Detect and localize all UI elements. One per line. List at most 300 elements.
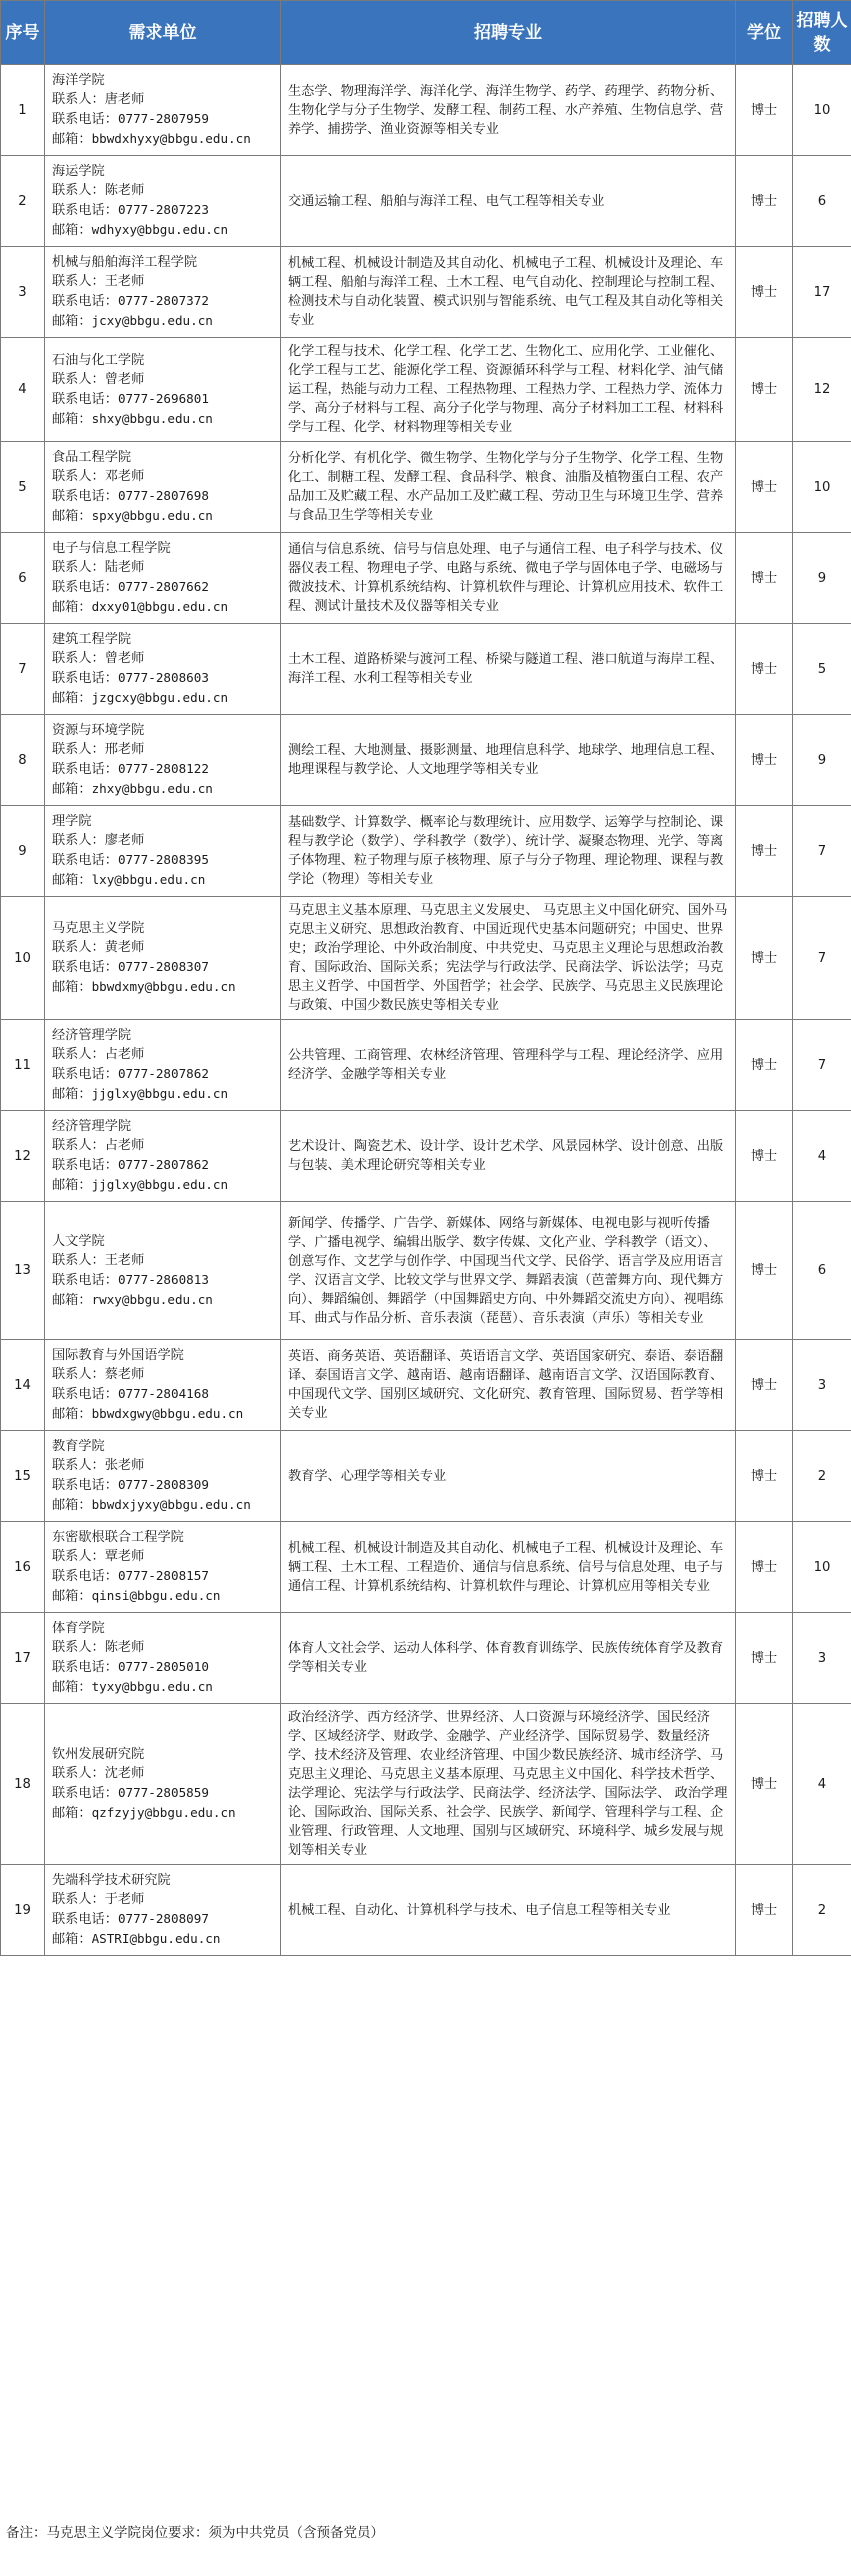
- dept-cell: [45, 1202, 281, 1340]
- major-cell: 交通运输工程、船舶与海洋工程、电气工程等相关专业: [281, 156, 736, 247]
- phone-label: 联系电话：: [52, 580, 118, 595]
- phone-line: [52, 1566, 276, 1586]
- contact-name: 蔡老师: [104, 1367, 145, 1382]
- phone-line: [52, 200, 276, 220]
- degree-cell: 博士: [736, 1704, 793, 1865]
- major-cell: 英语、商务英语、英语翻译、英语语言文学、英语国家研究、泰语、泰语翻译、泰国语言文学、越南语、越南语翻译、越南语言文学、汉语国际教育、中国现代文学、国别区域研究、文化研究、教育管理、国际贸易、哲学等相关专业: [281, 1340, 736, 1431]
- contact-name: 廖老师: [104, 833, 145, 848]
- contact-name: 占老师: [104, 1138, 145, 1153]
- dept-name: 钦州发展研究院: [52, 1747, 145, 1762]
- table-row: [1, 1202, 851, 1340]
- degree-cell: 博士: [736, 338, 793, 442]
- dept-name: 人文学院: [52, 1233, 105, 1249]
- email-label: 邮箱：: [52, 1178, 92, 1193]
- email-line: [52, 1495, 276, 1515]
- count-cell: 4: [793, 1704, 851, 1865]
- phone-number: 0777-2808157: [117, 1568, 209, 1583]
- dept-cell: [45, 442, 281, 533]
- contact-name: 陈老师: [104, 183, 145, 198]
- email-label: 邮箱：: [52, 1498, 92, 1513]
- row-index: 14: [1, 1340, 45, 1431]
- contact-name: 邢老师: [104, 742, 145, 757]
- row-index: 3: [1, 247, 45, 338]
- major-cell: 基础数学、计算数学、概率论与数理统计、应用数学、运筹学与控制论、课程与教学论（数学）、学科教学（数学）、统计学、凝聚态物理、光学、等离子体物理、粒子物理与原子核物理、原子与分子物理、理论物理、课程与教学论（物理）等相关专业: [281, 806, 736, 897]
- contact-label: 联系人：: [52, 1892, 105, 1907]
- contact-label: 联系人：: [52, 651, 105, 666]
- email-address: wdhyxy@bbgu.edu.cn: [91, 222, 229, 237]
- phone-line: [52, 1657, 276, 1677]
- email-address: tyxy@bbgu.edu.cn: [91, 1679, 213, 1694]
- row-index: 15: [1, 1431, 45, 1522]
- contact-label: 联系人：: [52, 1549, 105, 1564]
- contact-name: 占老师: [104, 1047, 145, 1062]
- contact-label: 联系人：: [52, 1252, 105, 1268]
- degree-cell: 博士: [736, 442, 793, 533]
- contact-line: [52, 467, 276, 486]
- dept-cell: [45, 1431, 281, 1522]
- dept-name: 先端科学技术研究院: [52, 1873, 171, 1888]
- phone-label: 联系电话：: [52, 294, 118, 309]
- row-index: 10: [1, 897, 45, 1020]
- phone-line: [52, 957, 276, 977]
- phone-number: 0777-2807662: [117, 579, 209, 594]
- row-index: 17: [1, 1613, 45, 1704]
- contact-label: 联系人：: [52, 1640, 105, 1655]
- count-cell: 7: [793, 897, 851, 1020]
- degree-cell: 博士: [736, 533, 793, 624]
- email-label: 邮箱：: [52, 1292, 92, 1308]
- table-row: [1, 1522, 851, 1613]
- email-line: [52, 1290, 276, 1310]
- dept-cell: [45, 897, 281, 1020]
- contact-label: 联系人：: [52, 371, 105, 387]
- degree-cell: 博士: [736, 1613, 793, 1704]
- phone-number: 0777-2808097: [117, 1911, 209, 1926]
- header-degree: 学位: [736, 1, 793, 65]
- phone-label: 联系电话：: [52, 671, 118, 686]
- contact-line: [52, 740, 276, 759]
- table-row: [1, 65, 851, 156]
- dept-cell: [45, 247, 281, 338]
- phone-line: [52, 389, 276, 409]
- degree-cell: 博士: [736, 247, 793, 338]
- contact-name: 于老师: [104, 1892, 145, 1907]
- phone-label: 联系电话：: [52, 1786, 118, 1801]
- email-line: [52, 1929, 276, 1949]
- phone-label: 联系电话：: [52, 1478, 118, 1493]
- contact-label: 联系人：: [52, 1458, 105, 1473]
- table-row: [1, 897, 851, 1020]
- count-cell: 3: [793, 1340, 851, 1431]
- table-row: [1, 1865, 851, 1956]
- email-label: 邮箱：: [52, 509, 92, 524]
- phone-label: 联系电话：: [52, 391, 118, 407]
- degree-cell: 博士: [736, 1202, 793, 1340]
- email-label: 邮箱：: [52, 1407, 92, 1422]
- major-cell: 艺术设计、陶瓷艺术、设计学、设计艺术学、风景园林学、设计创意、出版与包装、美术理论研究等相关专业: [281, 1111, 736, 1202]
- count-cell: 12: [793, 338, 851, 442]
- phone-number: 0777-2807862: [117, 1157, 209, 1172]
- contact-line: [52, 272, 276, 291]
- dept-cell: [45, 715, 281, 806]
- phone-number: 0777-2696801: [117, 390, 209, 406]
- dept-name: 电子与信息工程学院: [52, 541, 171, 556]
- count-cell: 10: [793, 442, 851, 533]
- contact-line: [52, 649, 276, 668]
- contact-label: 联系人：: [52, 469, 105, 484]
- email-label: 邮箱：: [52, 600, 92, 615]
- phone-number: 0777-2808603: [117, 670, 209, 685]
- phone-line: [52, 1909, 276, 1929]
- email-label: 邮箱：: [52, 1087, 92, 1102]
- email-address: bbwdxmy@bbgu.edu.cn: [91, 979, 236, 994]
- dept-cell: [45, 624, 281, 715]
- dept-name: 经济管理学院: [52, 1119, 132, 1134]
- contact-label: 联系人：: [52, 92, 105, 107]
- contact-label: 联系人：: [52, 940, 105, 955]
- contact-name: 陈老师: [104, 1640, 145, 1655]
- phone-line: [52, 291, 276, 311]
- email-label: 邮箱：: [52, 223, 92, 238]
- email-address: qinsi@bbgu.edu.cn: [91, 1588, 221, 1603]
- email-line: [52, 1175, 276, 1195]
- email-line: [52, 779, 276, 799]
- degree-cell: 博士: [736, 715, 793, 806]
- contact-name: 唐老师: [104, 92, 145, 107]
- email-label: 邮箱：: [52, 691, 92, 706]
- table-row: [1, 442, 851, 533]
- phone-number: 0777-2805010: [117, 1659, 209, 1674]
- email-line: [52, 220, 276, 240]
- email-address: bbwdxhyxy@bbgu.edu.cn: [91, 131, 251, 146]
- table-row: [1, 1704, 851, 1865]
- contact-label: 联系人：: [52, 742, 105, 757]
- dept-cell: [45, 1020, 281, 1111]
- degree-cell: 博士: [736, 1020, 793, 1111]
- email-line: [52, 1586, 276, 1606]
- phone-number: 0777-2805859: [117, 1785, 209, 1800]
- email-label: 邮箱：: [52, 1589, 92, 1604]
- email-address: lxy@bbgu.edu.cn: [91, 872, 206, 887]
- phone-label: 联系电话：: [52, 203, 118, 218]
- major-cell: 分析化学、有机化学、微生物学、生物化学与分子生物学、化学工程、生物化工、制糖工程、发酵工程、食品科学、粮食、油脂及植物蛋白工程、农产品加工及贮藏工程、水产品加工及贮藏工程、劳动卫生与环境卫生学、营养与食品卫生学等相关专业: [281, 442, 736, 533]
- email-label: 邮箱：: [52, 980, 92, 995]
- phone-line: [52, 577, 276, 597]
- email-line: [52, 688, 276, 708]
- dept-name: 体育学院: [52, 1621, 105, 1636]
- email-address: zhxy@bbgu.edu.cn: [91, 781, 213, 796]
- email-line: [52, 409, 276, 429]
- major-cell: 体育人文社会学、运动人体科学、体育教育训练学、民族传统体育学及教育学等相关专业: [281, 1613, 736, 1704]
- phone-number: 0777-2807372: [117, 293, 209, 308]
- dept-cell: [45, 533, 281, 624]
- email-address: jjglxy@bbgu.edu.cn: [91, 1177, 229, 1192]
- table-row: [1, 156, 851, 247]
- contact-line: [52, 1547, 276, 1566]
- table-row: [1, 338, 851, 442]
- phone-number: 0777-2808122: [117, 761, 209, 776]
- email-line: [52, 870, 276, 890]
- dept-cell: [45, 338, 281, 442]
- row-index: 11: [1, 1020, 45, 1111]
- email-address: dxxy01@bbgu.edu.cn: [91, 599, 229, 614]
- contact-label: 联系人：: [52, 560, 105, 575]
- contact-label: 联系人：: [52, 1766, 105, 1781]
- dept-name: 机械与船舶海洋工程学院: [52, 255, 198, 270]
- dept-name: 理学院: [52, 814, 92, 829]
- row-index: 1: [1, 65, 45, 156]
- contact-label: 联系人：: [52, 833, 105, 848]
- major-cell: 生态学、物理海洋学、海洋化学、海洋生物学、药学、药理学、药物分析、生物化学与分子生物学、发酵工程、制药工程、水产养殖、生物信息学、营养学、捕捞学、渔业资源等相关专业: [281, 65, 736, 156]
- count-cell: 9: [793, 533, 851, 624]
- contact-line: [52, 831, 276, 850]
- phone-label: 联系电话：: [52, 1067, 118, 1082]
- dept-cell: [45, 1865, 281, 1956]
- email-label: 邮箱：: [52, 314, 92, 329]
- dept-name: 马克思主义学院: [52, 921, 145, 936]
- phone-number: 0777-2807698: [117, 488, 209, 503]
- email-address: spxy@bbgu.edu.cn: [91, 508, 213, 523]
- major-cell: 通信与信息系统、信号与信息处理、电子与通信工程、电子科学与技术、仪器仪表工程、物理电子学、电路与系统、微电子学与固体电子学、电磁场与微波技术、计算机系统结构、计算机软件与理论、计算机应用技术、软件工程、测试计量技术及仪器等相关专业: [281, 533, 736, 624]
- contact-label: 联系人：: [52, 183, 105, 198]
- phone-line: [52, 759, 276, 779]
- dept-name: 食品工程学院: [52, 450, 132, 465]
- contact-line: [52, 1045, 276, 1064]
- phone-label: 联系电话：: [52, 1272, 118, 1288]
- count-cell: 6: [793, 1202, 851, 1340]
- phone-label: 联系电话：: [52, 1912, 118, 1927]
- email-address: jcxy@bbgu.edu.cn: [91, 313, 213, 328]
- degree-cell: 博士: [736, 897, 793, 1020]
- major-cell: 新闻学、传播学、广告学、新媒体、网络与新媒体、电视电影与视听传播学、广播电视学、编辑出版学、数字传媒、文化产业、学科教学（语文）、创意写作、文艺学与创作学、中国现当代文学、民俗学、语言学及应用语言学、汉语言文学、比较文学与世界文学、舞蹈表演（芭蕾舞方向、现代舞方向）、舞蹈编创、舞蹈学（中国舞蹈史方向、中外舞蹈交流史方向）、视唱练耳、曲式与作品分析、音乐表演（琵琶）、音乐表演（声乐）等相关专业: [281, 1202, 736, 1340]
- contact-line: [52, 1251, 276, 1270]
- contact-name: 邓老师: [104, 469, 145, 484]
- phone-line: [52, 1783, 276, 1803]
- dept-cell: [45, 806, 281, 897]
- email-label: 邮箱：: [52, 132, 92, 147]
- degree-cell: 博士: [736, 65, 793, 156]
- dept-name: 东密歇根联合工程学院: [52, 1530, 184, 1545]
- count-cell: 6: [793, 156, 851, 247]
- dept-name: 石油与化工学院: [52, 352, 145, 368]
- contact-line: [52, 558, 276, 577]
- phone-line: [52, 850, 276, 870]
- major-cell: 机械工程、机械设计制造及其自动化、机械电子工程、机械设计及理论、车辆工程、土木工程、工程造价、通信与信息系统、信号与信息处理、电子与通信工程、计算机系统结构、计算机软件与理论、计算机应用等相关专业: [281, 1522, 736, 1613]
- email-line: [52, 1677, 276, 1697]
- phone-number: 0777-2807223: [117, 202, 209, 217]
- contact-label: 联系人：: [52, 1138, 105, 1153]
- email-line: [52, 1084, 276, 1104]
- degree-cell: 博士: [736, 156, 793, 247]
- degree-cell: 博士: [736, 1340, 793, 1431]
- contact-line: [52, 1764, 276, 1783]
- dept-name: 资源与环境学院: [52, 723, 145, 738]
- contact-name: 覃老师: [104, 1549, 145, 1564]
- dept-name: 国际教育与外国语学院: [52, 1348, 184, 1363]
- count-cell: 9: [793, 715, 851, 806]
- count-cell: 10: [793, 65, 851, 156]
- email-label: 邮箱：: [52, 411, 92, 427]
- degree-cell: 博士: [736, 1431, 793, 1522]
- phone-line: [52, 1384, 276, 1404]
- header-dept: 需求单位: [45, 1, 281, 65]
- table-row: [1, 533, 851, 624]
- phone-number: 0777-2808307: [117, 959, 209, 974]
- major-cell: 马克思主义基本原理、马克思主义发展史、 马克思主义中国化研究、国外马克思主义研究、思想政治教育、中国近现代史基本问题研究；中国史、世界史；政治学理论、中外政治制度、中共党史、马克思主义理论与思想政治教育、国际政治、国际关系；宪法学与行政法学、民商法学、诉讼法学；马克思主义哲学、中国哲学、外国哲学；社会学、民族学、马克思主义民族理论与政策、中国少数民族史等相关专业: [281, 897, 736, 1020]
- degree-cell: 博士: [736, 1111, 793, 1202]
- major-cell: 政治经济学、西方经济学、世界经济、人口资源与环境经济学、国民经济学、区域经济学、财政学、金融学、产业经济学、国际贸易学、数量经济学、技术经济及管理、农业经济管理、中国少数民族经济、城市经济学、马克思主义理论、马克思主义基本原理、马克思主义中国化、科学技术哲学、法学理论、宪法学与行政法学、民商法学、经济法学、国际法学、 政治学理论、国际政治、国际关系、社会学、民族学、新闻学、管理科学与工程、企业管理、行政管理、人文地理、国别与区域研究、环境科学、城乡发展与规划等相关专业: [281, 1704, 736, 1865]
- dept-cell: [45, 1111, 281, 1202]
- email-address: qzfzyjy@bbgu.edu.cn: [91, 1805, 236, 1820]
- major-cell: 化学工程与技术、化学工程、化学工艺、生物化工、应用化学、工业催化、化学工程与工艺、能源化学工程、资源循环科学与工程、材料化学、油气储运工程，热能与动力工程、工程热物理、工程热力学、工程热力学、流体力学、高分子材料与工程、高分子化学与物理、高分子材料加工工程、材料科学与工程、化学、材料物理等相关专业: [281, 338, 736, 442]
- table-header-row: [1, 1, 851, 65]
- table-row: [1, 624, 851, 715]
- dept-cell: [45, 65, 281, 156]
- contact-line: [52, 1365, 276, 1384]
- phone-label: 联系电话：: [52, 1387, 118, 1402]
- major-cell: 教育学、心理学等相关专业: [281, 1431, 736, 1522]
- email-label: 邮箱：: [52, 1680, 92, 1695]
- email-address: shxy@bbgu.edu.cn: [91, 410, 213, 426]
- contact-name: 曾老师: [104, 651, 145, 666]
- email-line: [52, 1404, 276, 1424]
- email-line: [52, 977, 276, 997]
- table-row: [1, 715, 851, 806]
- table-row: [1, 1431, 851, 1522]
- phone-line: [52, 1270, 276, 1290]
- degree-cell: 博士: [736, 624, 793, 715]
- dept-cell: [45, 1340, 281, 1431]
- dept-name: 建筑工程学院: [52, 632, 132, 647]
- dept-name: 海运学院: [52, 164, 105, 179]
- email-line: [52, 597, 276, 617]
- email-line: [52, 506, 276, 526]
- contact-line: [52, 1456, 276, 1475]
- phone-line: [52, 1475, 276, 1495]
- email-address: bbwdxjyxy@bbgu.edu.cn: [91, 1497, 251, 1512]
- row-index: 8: [1, 715, 45, 806]
- table-row: [1, 1111, 851, 1202]
- phone-number: 0777-2804168: [117, 1386, 209, 1401]
- row-index: 2: [1, 156, 45, 247]
- email-label: 邮箱：: [52, 1806, 92, 1821]
- major-cell: 机械工程、自动化、计算机科学与技术、电子信息工程等相关专业: [281, 1865, 736, 1956]
- phone-number: 0777-2808395: [117, 852, 209, 867]
- row-index: 16: [1, 1522, 45, 1613]
- contact-name: 张老师: [104, 1458, 145, 1473]
- contact-line: [52, 370, 276, 389]
- contact-name: 沈老师: [104, 1766, 145, 1781]
- phone-label: 联系电话：: [52, 1660, 118, 1675]
- contact-name: 陆老师: [104, 560, 145, 575]
- contact-line: [52, 1890, 276, 1909]
- row-index: 18: [1, 1704, 45, 1865]
- degree-cell: 博士: [736, 1865, 793, 1956]
- header-index: 序号: [1, 1, 45, 65]
- dept-name: 海洋学院: [52, 73, 105, 88]
- email-line: [52, 129, 276, 149]
- contact-line: [52, 90, 276, 109]
- phone-label: 联系电话：: [52, 112, 118, 127]
- email-label: 邮箱：: [52, 873, 92, 888]
- contact-label: 联系人：: [52, 274, 105, 289]
- dept-cell: [45, 1522, 281, 1613]
- phone-line: [52, 486, 276, 506]
- count-cell: 7: [793, 806, 851, 897]
- header-major: 招聘专业: [281, 1, 736, 65]
- dept-cell: [45, 156, 281, 247]
- phone-line: [52, 109, 276, 129]
- major-cell: 机械工程、机械设计制造及其自动化、机械电子工程、机械设计及理论、车辆工程、船舶与海洋工程、土木工程、电气自动化、控制理论与控制工程、检测技术与自动化装置、模式识别与智能系统、电气工程及其自动化等相关专业: [281, 247, 736, 338]
- count-cell: 5: [793, 624, 851, 715]
- phone-line: [52, 1064, 276, 1084]
- phone-label: 联系电话：: [52, 762, 118, 777]
- row-index: 13: [1, 1202, 45, 1340]
- email-label: 邮箱：: [52, 1932, 92, 1947]
- dept-cell: [45, 1613, 281, 1704]
- contact-line: [52, 1638, 276, 1657]
- email-address: bbwdxgwy@bbgu.edu.cn: [91, 1406, 244, 1421]
- footnote: 备注：马克思主义学院岗位要求：须为中共党员（含预备党员）: [6, 2525, 384, 2541]
- table-row: [1, 247, 851, 338]
- row-index: 4: [1, 338, 45, 442]
- contact-line: [52, 1136, 276, 1155]
- table-row: [1, 1340, 851, 1431]
- phone-number: 0777-2807862: [117, 1066, 209, 1081]
- table-row: [1, 1613, 851, 1704]
- count-cell: 10: [793, 1522, 851, 1613]
- phone-number: 0777-2808309: [117, 1477, 209, 1492]
- contact-line: [52, 181, 276, 200]
- phone-number: 0777-2860813: [117, 1271, 209, 1287]
- contact-line: [52, 938, 276, 957]
- email-label: 邮箱：: [52, 782, 92, 797]
- row-index: 12: [1, 1111, 45, 1202]
- email-line: [52, 1803, 276, 1823]
- count-cell: 2: [793, 1865, 851, 1956]
- phone-line: [52, 1155, 276, 1175]
- table-row: [1, 806, 851, 897]
- dept-cell: [45, 1704, 281, 1865]
- major-cell: 测绘工程、大地测量、摄影测量、地理信息科学、地球学、地理信息工程、地理课程与教学论、人文地理学等相关专业: [281, 715, 736, 806]
- row-index: 6: [1, 533, 45, 624]
- email-address: ASTRI@bbgu.edu.cn: [91, 1931, 221, 1946]
- phone-label: 联系电话：: [52, 1569, 118, 1584]
- phone-label: 联系电话：: [52, 1158, 118, 1173]
- major-cell: 公共管理、工商管理、农林经济管理、管理科学与工程、理论经济学、应用经济学、金融学等相关专业: [281, 1020, 736, 1111]
- count-cell: 7: [793, 1020, 851, 1111]
- email-address: jzgcxy@bbgu.edu.cn: [91, 690, 229, 705]
- dept-name: 教育学院: [52, 1439, 105, 1454]
- row-index: 5: [1, 442, 45, 533]
- phone-number: 0777-2807959: [117, 111, 209, 126]
- contact-label: 联系人：: [52, 1047, 105, 1062]
- degree-cell: 博士: [736, 1522, 793, 1613]
- count-cell: 2: [793, 1431, 851, 1522]
- email-address: jjglxy@bbgu.edu.cn: [91, 1086, 229, 1101]
- contact-name: 曾老师: [104, 371, 145, 387]
- contact-name: 黄老师: [104, 940, 145, 955]
- contact-label: 联系人：: [52, 1367, 105, 1382]
- row-index: 7: [1, 624, 45, 715]
- count-cell: 3: [793, 1613, 851, 1704]
- phone-label: 联系电话：: [52, 853, 118, 868]
- phone-label: 联系电话：: [52, 960, 118, 975]
- header-count: 招聘人数: [793, 1, 851, 65]
- degree-cell: 博士: [736, 806, 793, 897]
- count-cell: 17: [793, 247, 851, 338]
- major-cell: 土木工程、道路桥梁与渡河工程、桥梁与隧道工程、港口航道与海岸工程、海洋工程、水利工程等相关专业: [281, 624, 736, 715]
